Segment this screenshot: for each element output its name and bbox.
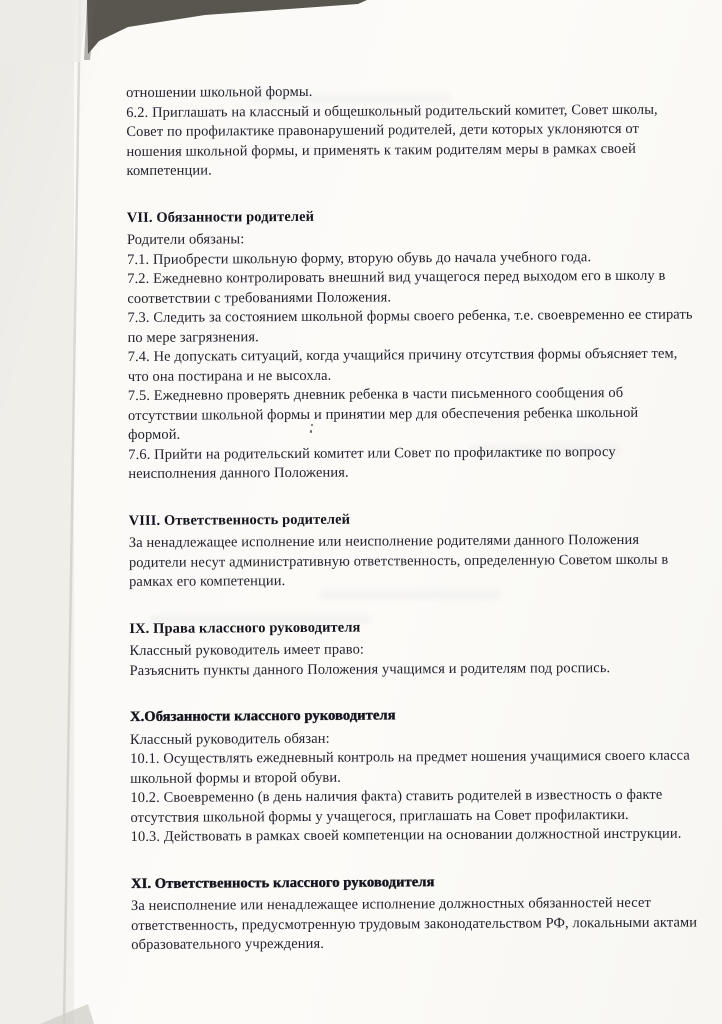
- doc-paragraph: отношении школьной формы.: [126, 83, 313, 101]
- doc-paragraph: Классный руководитель обязан:: [129, 730, 330, 748]
- section-ix-teacher-rights: [129, 616, 695, 681]
- doc-paragraph: 10.2. Своевременно (в день наличия факта) ставить родителей в известность о факте отсутствия школьной формы у учащегося, приглашать на Совет профилактики.: [130, 786, 663, 826]
- doc-paragraph: 6.2. Приглашать на классный и общешкольный родительский комитет, Совет школы, Совет по профилактике правонарушений родителей, дети которых уклоняются от ношения школьной формы, и применять к таким родителям меры в рамках своей компетенции.: [126, 101, 658, 179]
- section-x-teacher-duties: [130, 705, 697, 848]
- scanner-background-strip: [0, 0, 74, 1024]
- section-vii-parent-duties: [127, 205, 695, 484]
- section-heading: XI. Ответственность классного руководителя: [130, 873, 435, 892]
- doc-paragraph: 7.6. Прийти на родительский комитет или Совет по профилактике по вопросу неисполнения данного Положения.: [128, 443, 616, 482]
- doc-paragraph: За ненадлежащее исполнение или неисполнение родителями данного Положения родители несут административную ответственность, определенную Советом школы в рамках его компетенции.: [128, 531, 669, 590]
- top-left-dark-edge: [87, 0, 367, 54]
- doc-paragraph: 7.4. Не допускать ситуаций, когда учащийся причину отсутствия формы объясняет тем, что она постирана и не высохла.: [127, 345, 678, 385]
- doc-paragraph: 7.5. Ежедневно проверять дневник ребенка в части письменного сообщения об отсутствии школьной формы и принятии мер для обеспечения ребенка школьной формой.: [127, 384, 639, 443]
- section-xi-teacher-responsibility: [131, 871, 697, 955]
- doc-paragraph: 7.3. Следить за состоянием школьной формы своего ребенка, т.е. своевременно ее стирать по мере загрязнения.: [127, 306, 693, 346]
- doc-paragraph: Родители обязаны:: [126, 231, 245, 248]
- section-heading: VII. Обязанности родителей: [126, 208, 315, 226]
- section-heading: IX. Права классного руководителя: [129, 619, 361, 637]
- doc-paragraph: 10.3. Действовать в рамках своей компетенции на основании должностной инструкции.: [130, 825, 682, 845]
- section-heading: X.Обязанности классного руководителя: [129, 707, 396, 725]
- doc-paragraph: 7.1. Приобрести школьную форму, вторую обувь до начала учебного года.: [127, 248, 592, 268]
- bottom-left-fold: [40, 1004, 94, 1024]
- doc-paragraph: За неисполнение или ненадлежащее исполнение должностных обязанностей несет ответственность, предусмотренную трудовым законодательством РФ, локальными актами образовательного учреждения.: [130, 894, 698, 953]
- section-viii-parent-responsibility: [129, 508, 695, 592]
- top-left-corner-shade: [84, 0, 96, 60]
- document-body: [126, 81, 697, 956]
- top-left-light-corner: [0, 0, 87, 66]
- doc-paragraph: Разъяснить пункты данного Положения учащимся и родителям под роспись.: [129, 659, 611, 679]
- section-heading: VIII. Ответственность родителей: [128, 511, 351, 529]
- doc-paragraph: 10.1. Осуществлять ежедневный контроль на предмет ношения учащимися своего класса школьной формы и второй обуви.: [130, 747, 690, 787]
- doc-paragraph: Классный руководитель имеет право:: [129, 641, 365, 659]
- paper-left-edge: [64, 0, 80, 1024]
- doc-paragraph: 7.2. Ежедневно контролировать внешний вид учащегося перед выходом его в школу в соответствии с требованиями Положения.: [127, 267, 666, 307]
